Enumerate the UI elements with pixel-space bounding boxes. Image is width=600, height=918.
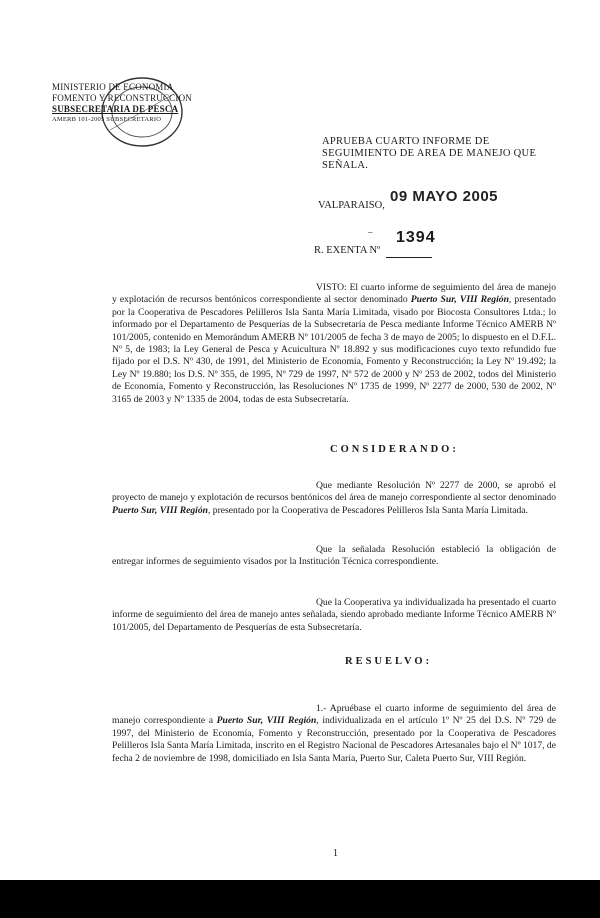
resuelvo-paragraph-1 bbox=[112, 703, 556, 765]
letterhead-fomento: FOMENTO Y RECONSTRUCCION bbox=[52, 93, 192, 103]
resolution-number-underline bbox=[386, 257, 432, 258]
considerando-1-text-start: Que mediante Resolución Nº 2277 de 2000, se aprobó el proyecto de manejo y explotación de recursos bentónicos del área de manejo correspondiente al sector denominado bbox=[112, 480, 556, 504]
considerando-paragraph-2: Que la señalada Resolución estableció la obligación de entregar informes de seguimiento visados por la Institución Técnica correspondiente. bbox=[112, 544, 556, 568]
visto-text-end: , presentado por la Cooperativa de Pescadores Pelilleros Isla Santa María Limitada, visado por Biocosta Consultores Ltda.; lo informado por el Departamento de Pesquerías de la Subsecretaría de Pesca mediante Informe Técnico AMERB Nº 101/2005, contenido en Memorándum AMERB Nº 101/2005 de fecha 3 de mayo de 2005; lo dispuesto en el D.F.L. Nº 5, de 1983; la Ley General de Pesca y Acuicultura Nº 18.892 y sus modificaciones cuyo texto refundido fue fijado por el D.S. Nº 430, de 1991, del Ministerio de Economía, Fomento y Reconstrucción; la Ley Nº 19.492; la Ley Nº 19.880; los D.S. Nº 355, de 1995, Nº 729 de 1997, Nº 572 de 2000 y Nº 253 de 2002, todos del Ministerio de Economía, Fomento y Reconstrucción, las Resoluciones Nº 1735 de 1999, Nº 2277 de 2000, 530 de 2002, Nº 3165 de 2003 y Nº 1335 de 2004, todas de esta Subsecretaría. bbox=[112, 294, 556, 405]
letterhead bbox=[52, 82, 212, 124]
scan-bottom-border bbox=[0, 880, 600, 918]
resuelvo-heading: RESUELVO: bbox=[345, 656, 433, 667]
considerando-paragraph-1 bbox=[112, 480, 556, 517]
document-title: APRUEBA CUARTO INFORME DE SEGUIMIENTO DE AREA DE MANEJO QUE SEÑALA. bbox=[322, 136, 537, 171]
resolution-number-stamp: 1394 bbox=[396, 229, 436, 246]
page-number: 1 bbox=[333, 848, 338, 859]
date-stamp: 09 MAYO 2005 bbox=[390, 188, 499, 205]
letterhead-ministry: MINISTERIO DE ECONOMIA bbox=[52, 82, 174, 92]
considerando-heading: CONSIDERANDO: bbox=[330, 444, 459, 455]
visto-sector-name: Puerto Sur, VIII Región bbox=[410, 294, 509, 306]
considerando-1-text-end: , presentado por la Cooperativa de Pescadores Pelilleros Isla Santa María Limitada. bbox=[207, 504, 528, 516]
letterhead-subsecretaria: SUBSECRETARIA DE PESCA bbox=[52, 104, 179, 114]
resuelvo-1-text-start: 1.- Apruébase el cuarto informe de seguimiento del área de manejo correspondiente a bbox=[112, 703, 556, 727]
letterhead-reference: AMERB 101-2005 SUBSECRETARIO bbox=[52, 116, 162, 123]
place-label: VALPARAISO, bbox=[318, 200, 385, 211]
dash-mark: – bbox=[368, 227, 373, 237]
considerando-paragraph-3: Que la Cooperativa ya individualizada ha presentado el cuarto informe de seguimiento del área de manejo antes señalada, siendo aprobado mediante Informe Técnico AMERB Nº 101/2005, del Departamento de Pesquerías de esta Subsecretaría. bbox=[112, 597, 556, 633]
visto-text-start: VISTO: El cuarto informe de seguimiento del área de manejo y explotación de recursos bentónicos correspondiente al sector denominado bbox=[112, 282, 556, 306]
resuelvo-1-sector-name: Puerto Sur, VIII Región bbox=[216, 715, 317, 727]
resuelvo-1-text-end: , individualizada en el artículo 1º Nº 25 del D.S. Nº 729 de 1997, del Ministerio de Economía, Fomento y Reconstrucción, presentado por la Cooperativa de Pescadores Pelilleros Isla Santa María Limitada, inscrito en el Registro Nacional de Pescadores Artesanales bajo el Nº 1017, de fecha 2 de noviembre de 1998, domiciliado en Isla Santa María, Puerto Sur, Caleta Puerto Sur, VIII Región. bbox=[112, 715, 556, 764]
resolution-exenta-label: R. EXENTA Nº bbox=[314, 245, 381, 256]
visto-paragraph bbox=[112, 282, 556, 406]
considerando-1-sector-name: Puerto Sur, VIII Región bbox=[112, 504, 208, 516]
